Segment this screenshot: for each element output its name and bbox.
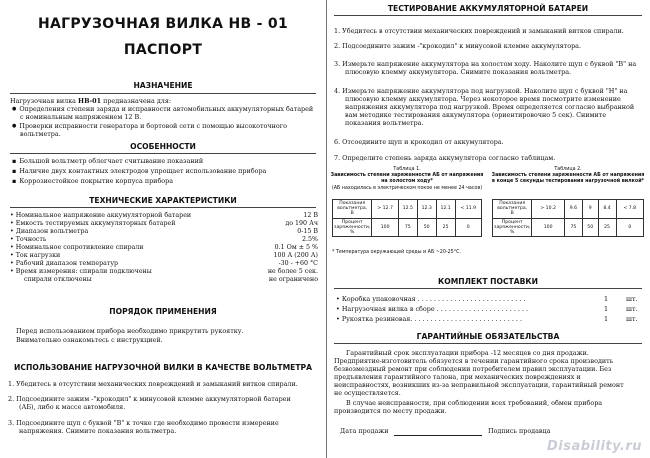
spec-value: 12 В — [303, 212, 318, 219]
spec-label: • Емкость тестируемых аккумуляторных батарей — [10, 220, 176, 227]
test-step: 6. Отсоедините щуп и крокодил от аккумулятора. — [334, 138, 504, 146]
spec-value: -30 - +60 °С — [278, 260, 318, 267]
warranty-text: Гарантийный срок эксплуатации прибора -12 месяцев со дня продажи. — [346, 349, 589, 357]
spec-label: • Точность — [10, 236, 47, 243]
divider — [334, 288, 642, 289]
table1 — [332, 199, 482, 237]
sale-date-label: Дата продажи — [340, 427, 389, 435]
kit-item: • Рукоятка резиновая. . . . . . . . . . . . . . . . . . . . . . . . . . . . — [336, 315, 523, 323]
voltmeter-step: 2. Подсоедините зажим -"крокодил" к минусовой клемме аккумуляторной батареи — [8, 395, 291, 403]
test-step-cont: напряжения аккумулятора под нагрузкой. Время определяется согласно выбранной — [345, 103, 635, 111]
table1-note: (АБ находилась в электрическом покое не менее 24 часов) — [331, 186, 483, 191]
table-cell: < 7.8 — [616, 200, 643, 219]
test-step: 3. Измерьте напряжение аккумулятора на холостом ходу. Наколите щуп с буквой "В" на — [334, 60, 637, 68]
table-cell: 8.4 — [598, 200, 616, 219]
test-step: 2. Подсоедините зажим -"крокодил" к минусовой клемме аккумулятора. — [334, 42, 582, 50]
warranty-text: Предприятие-изготовитель обязуется в течении гарантийного срока производить — [334, 357, 614, 365]
table-cell: 0 — [455, 218, 481, 237]
purpose-item-cont: с номинальным напряжением 12 В. — [20, 113, 142, 121]
test-step-cont: плюсовую клемму аккумулятора. Снимите показания вольтметра. — [345, 68, 572, 76]
table-cell: 12.5 — [398, 200, 417, 219]
table-cell: Показания вольтметра, В — [333, 200, 372, 219]
spec-label: • Время измерения: спирали подключены — [10, 268, 152, 275]
usage-heading: ПОРЯДОК ПРИМЕНЕНИЯ — [109, 307, 217, 316]
kit-qty: 1 — [604, 305, 609, 313]
table-cell: 75 — [398, 218, 417, 237]
table-cell: 25 — [436, 218, 455, 237]
purpose-intro: Нагрузочная вилка НВ-01 предназначена для: — [10, 97, 172, 105]
divider — [334, 15, 642, 16]
feature-item: ▪ Наличие двух контактных электродов упрощает использование прибора — [12, 168, 266, 176]
test-step-cont: показания вольтметра. — [345, 119, 424, 127]
spec-label: • Номинальное напряжение аккумуляторной батареи — [10, 212, 192, 219]
voltmeter-step: 3. Подсоедините щуп с буквой "В" к точке где необходимо провести измерение — [8, 419, 279, 427]
sale-date-line — [394, 435, 482, 436]
kit-unit: шт. — [626, 295, 638, 303]
spec-value: 0-15 В — [297, 228, 318, 235]
test-step-cont: вам методике тестирования аккумулятора (ориентировочно 5 сек). Снимите — [345, 111, 607, 119]
purpose-item-cont: вольтметра. — [20, 130, 61, 138]
table-cell: Процент заряженности, % — [334, 219, 371, 236]
table-cell: Процент заряженности, % — [494, 219, 531, 236]
table-cell: 9.6 — [564, 200, 582, 219]
voltmeter-step: 1. Убедитесь в отсутствии механических повреждений и замыканий витков спирали. — [8, 380, 298, 388]
warranty-text: не осуществляется. — [334, 389, 401, 397]
table2-caption: Таблица 2. — [554, 167, 582, 172]
table-cell: 100 — [532, 218, 565, 237]
kit-unit: шт. — [626, 315, 638, 323]
warranty-heading: ГАРАНТИЙНЫЕ ОБЯЗАТЕЛЬСТВА — [416, 332, 560, 341]
spec-value: до 190 Ач — [285, 220, 318, 227]
feature-item: ▪ Коррозиестойкое покрытие корпуса прибора — [12, 178, 173, 186]
spec-label: • Диапазон вольтметра — [10, 228, 89, 235]
spec-value: 100 А (200 А) — [273, 252, 318, 259]
table-cell: 75 — [564, 218, 582, 237]
test-step: 1. Убедитесь в отсутствии механических повреждений и замыканий витков спирали. — [334, 27, 624, 35]
table-footnote: * Температура окружающей среды и АБ ~20-25°С. — [332, 250, 461, 255]
kit-heading: КОМПЛЕКТ ПОСТАВКИ — [438, 277, 538, 286]
purpose-heading: НАЗНАЧЕНИЕ — [133, 81, 193, 90]
divider — [10, 207, 316, 208]
voltmeter-step-cont: (АБ), либо к массе автомобиля. — [19, 403, 126, 411]
divider — [10, 93, 316, 94]
voltmeter-heading: ИСПОЛЬЗОВАНИЕ НАГРУЗОЧНОЙ ВИЛКИ В КАЧЕСТВЕ ВОЛЬТМЕТРА — [14, 363, 312, 372]
kit-item: • Коробка упаковочная . . . . . . . . . . . . . . . . . . . . . . . . . . . — [336, 295, 526, 303]
test-heading: ТЕСТИРОВАНИЕ АККУМУЛЯТОРНОЙ БАТАРЕИ — [387, 4, 589, 13]
table-cell: 25 — [598, 218, 616, 237]
sale-sign-label: Подпись продавца — [488, 427, 551, 435]
spec-value: не ограничено — [268, 276, 318, 283]
table-cell: 50 — [417, 218, 436, 237]
kit-qty: 1 — [604, 315, 609, 323]
table2-title: в конце 5 секунды тестирования нагрузочной вилкой* — [491, 179, 645, 184]
warranty-text: В случае неисправности, при соблюдении всех требований, обмен прибора — [346, 399, 603, 407]
kit-qty: 1 — [604, 295, 609, 303]
right-column — [326, 0, 650, 458]
warranty-text: производится по месту продажи. — [334, 407, 447, 415]
warranty-text: предъявления гарантийного талона, при механических повреждениях и — [334, 373, 581, 381]
watermark: Disability.ru — [546, 439, 642, 454]
table2 — [492, 199, 644, 237]
table-cell: < 11.9 — [455, 200, 481, 219]
spec-value: не более 5 сек. — [267, 268, 318, 275]
purpose-item: ● Определения степени заряда и исправности автомобильных аккумуляторных батарей — [12, 106, 313, 114]
divider — [334, 343, 642, 344]
table-cell: Показания вольтметра, В — [493, 200, 532, 219]
table2-title: Зависимость степени заряженности АБ от напряжения — [491, 173, 645, 178]
test-step: 4. Измерьте напряжение аккумулятора под нагрузкой. Наколите щуп с буквой "Н" на — [334, 87, 628, 95]
kit-item: • Нагрузочная вилка в сборе . . . . . . . . . . . . . . . . . . . . . . . — [336, 305, 529, 313]
spec-value: 0.1 Ом ± 5 % — [274, 244, 318, 251]
usage-text: Внимательно ознакомьтесь с инструкцией. — [16, 336, 163, 344]
kit-unit: шт. — [626, 305, 638, 313]
spec-label: • Рабочий диапазон температур — [10, 260, 119, 267]
table-cell: > 10.2 — [532, 200, 565, 219]
page-title: НАГРУЗОЧНАЯ ВИЛКА НВ - 01 — [38, 16, 288, 32]
table-cell: 12.3 — [417, 200, 436, 219]
usage-text: Перед использованием прибора необходимо прикрутить рукоятку. — [16, 327, 244, 335]
table-row — [493, 200, 644, 219]
table-row — [333, 200, 482, 219]
table-cell: 100 — [372, 218, 398, 237]
specs-heading: ТЕХНИЧЕСКИЕ ХАРАКТЕРИСТИКИ — [89, 196, 237, 205]
table1-caption: Таблица 1. — [393, 167, 421, 172]
table-row — [333, 218, 482, 237]
spec-label: • Номинальное сопротивление спирали — [10, 244, 144, 251]
spec-value: 2.5% — [302, 236, 318, 243]
table-row — [493, 218, 644, 237]
spec-label: спирали отключены — [24, 276, 92, 283]
table1-title: на холостом ходу* — [381, 179, 433, 184]
warranty-text: неисправностях, возникших из-за неправильной эксплуатации, гарантийный ремонт — [334, 381, 624, 389]
test-step: 7. Определите степень заряда аккумулятора согласно таблицам. — [334, 154, 556, 162]
passport-subtitle: ПАСПОРТ — [123, 42, 203, 58]
warranty-text: безвозмездный ремонт при соблюдении потребителем правил эксплуатации. Без — [334, 365, 612, 373]
table-cell: 50 — [582, 218, 598, 237]
test-step-cont: плюсовую клемму аккумулятора. Через некоторое время посмотрите изменение — [345, 95, 621, 103]
purpose-item: ● Проверки исправности генератора и бортовой сети с помощью высокоточного — [12, 123, 287, 131]
table1-title: Зависимость степени заряженности АБ от напряжения — [330, 173, 484, 178]
voltmeter-step-cont: напряжения. Снимите показания вольтметра. — [19, 427, 177, 435]
table-cell: 0 — [616, 218, 643, 237]
table-cell: 9 — [582, 200, 598, 219]
features-heading: ОСОБЕННОСТИ — [130, 142, 196, 151]
spec-label: • Ток нагрузки — [10, 252, 61, 259]
divider — [10, 153, 316, 154]
table-cell: > 12.7 — [372, 200, 398, 219]
feature-item: ▪ Большой вольтметр облегчает считывание показаний — [12, 158, 203, 166]
table-cell: 12.1 — [436, 200, 455, 219]
